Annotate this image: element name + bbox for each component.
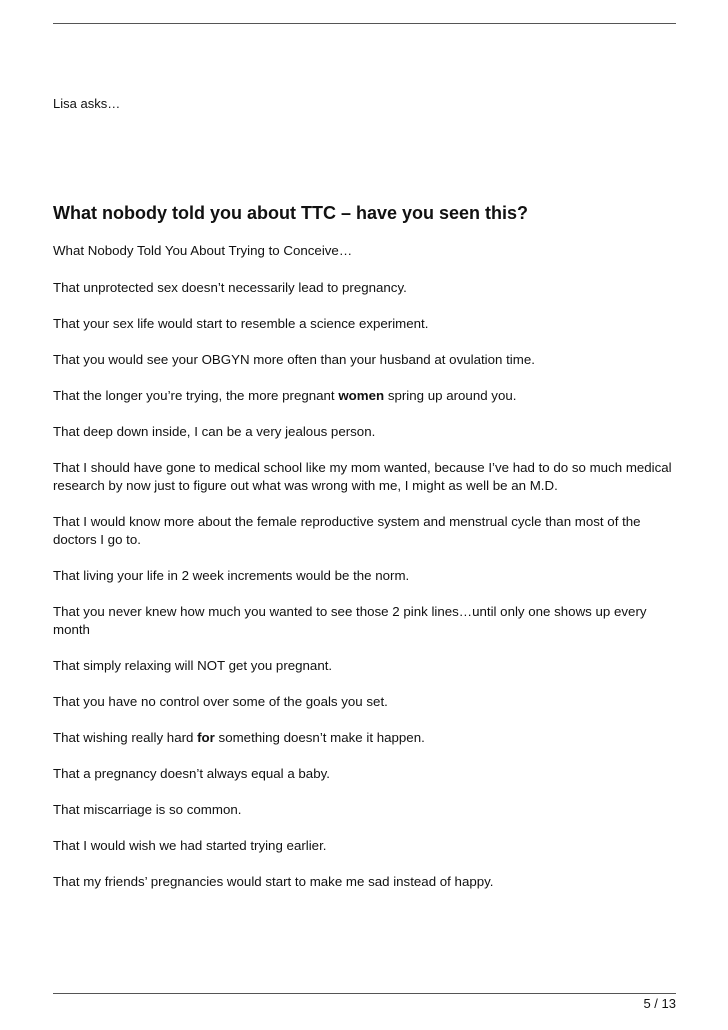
intro-paragraph: What Nobody Told You About Trying to Conceive… <box>53 243 353 258</box>
page-indicator: 5 / 13 <box>643 996 676 1011</box>
article-body <box>53 242 678 909</box>
footer-rule <box>53 993 676 994</box>
header-rule <box>53 23 676 24</box>
list-item: That your sex life would start to resemble a science experiment. <box>53 316 429 331</box>
list-item: That unprotected sex doesn’t necessarily lead to pregnancy. <box>53 280 407 295</box>
item-text-bold: women <box>338 388 385 403</box>
list-item: That you have no control over some of the goals you set. <box>53 694 388 709</box>
item-text-bold: for <box>197 730 215 745</box>
list-item: That I would wish we had started trying earlier. <box>53 838 327 853</box>
item-text-after: something doesn’t make it happen. <box>214 730 425 745</box>
list-item: That deep down inside, I can be a very jealous person. <box>53 424 376 439</box>
item-text-after: spring up around you. <box>384 388 517 403</box>
list-item: That simply relaxing will NOT get you pregnant. <box>53 658 333 673</box>
list-item: That you would see your OBGYN more often than your husband at ovulation time. <box>53 352 535 367</box>
list-item <box>53 387 678 405</box>
list-item: That my friends’ pregnancies would start to make me sad instead of happy. <box>53 874 494 889</box>
list-item <box>53 729 678 747</box>
list-item: That living your life in 2 week increments would be the norm. <box>53 568 410 583</box>
list-item: That I would know more about the female reproductive system and menstrual cycle than most of the doctors I go to. <box>53 514 641 547</box>
asker-line: Lisa asks… <box>53 96 121 111</box>
post-title: What nobody told you about TTC – have you seen this? <box>53 203 529 223</box>
list-item: That you never knew how much you wanted to see those 2 pink lines…until only one shows up every month <box>53 604 647 637</box>
list-item: That a pregnancy doesn’t always equal a baby. <box>53 766 330 781</box>
list-item: That I should have gone to medical school like my mom wanted, because I’ve had to do so much medical research by now just to figure out what was wrong with me, I might as well be an M.D. <box>53 460 672 493</box>
list-item: That miscarriage is so common. <box>53 802 242 817</box>
item-text-before: That the longer you’re trying, the more pregnant <box>53 388 339 403</box>
item-text-before: That wishing really hard <box>53 730 198 745</box>
